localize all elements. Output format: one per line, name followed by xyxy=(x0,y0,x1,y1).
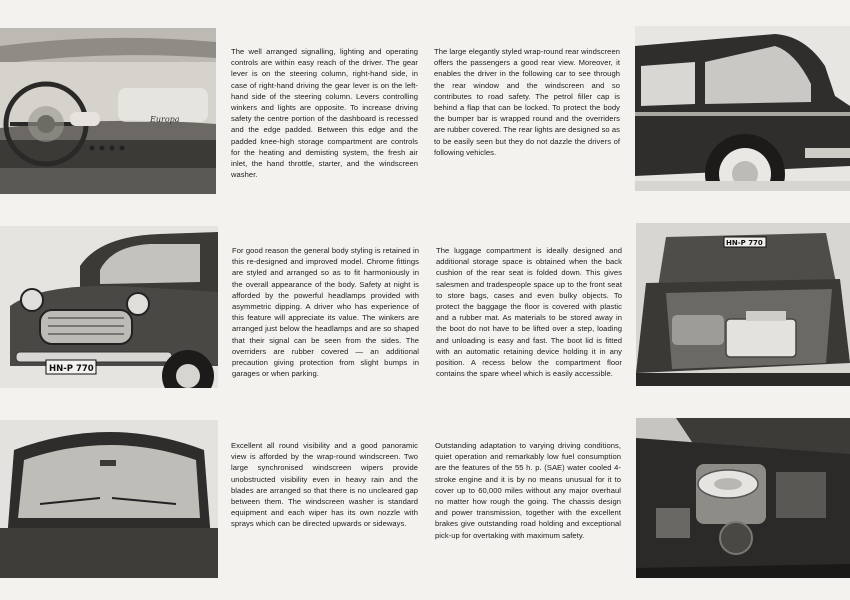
visibility-paragraph: Excellent all round visibility and a good panoramic view is afforded by the wrap-round windscreen. Two large synchronised windscreen wipers provide unobstructed visibility even in heavy rain and the blades are arranged so that there is no uncleared gap between them. The windscreen washer is standard equipment and each wiper has its own nozzle with sprays which can be directed upwards or sideways. xyxy=(231,441,418,529)
trunk-license-plate: HN-P 770 xyxy=(726,239,763,247)
rear-view-photo xyxy=(0,420,218,578)
dashboard-photo xyxy=(0,28,216,194)
styling-paragraph: For good reason the general body styling is retained in this re-designed and improved model. Chrome fittings are styled and arranged so as to fit harmoniously in the overall appearance of the body. Safety at night is afforded by the powerful headlamps provided with asymmetric dipping. A driver who has experience of this feature will appreciate its value. The winkers are arranged just below the headlamps and are so shaped that their signal can be seen from the sides. The overriders are rubber covered — an additional precaution giving protection from slight bumps in garages or when parking. xyxy=(232,246,419,379)
luggage-compartment-photo xyxy=(636,223,850,386)
engine-paragraph: Outstanding adaptation to varying driving conditions, quiet operation and remarkably low fuel consumption are the features of the 55 h. p. (SAE) water cooled 4-stroke engine and it is by no means unusual for it to cover up to 60,000 miles without any major overhaul no matter how rough the going. The chassis design and power transmission, together with the excellent brakes give outstanding road holding and exceptional pick-up for overtaking with maximum safety. xyxy=(435,441,621,540)
rear-window-paragraph: The large elegantly styled wrap-round rear windscreen offers the passengers a good rear view. Moreover, it enables the driver in the following car to see through the rear window and the windscreen and so contributes to road safety. The petrol filler cap is behind a flap that can be locked. To protect the body the bumper bar is wrapped round and the overriders are rubber covered. The rear lights are designed so as to be easily seen but they do not dazzle the drivers of following vehicles. xyxy=(434,47,620,157)
engine-bay-photo xyxy=(636,418,850,578)
front-license-plate: HN-P 770 xyxy=(49,364,94,374)
front-three-quarter-photo xyxy=(0,226,218,388)
luggage-paragraph: The luggage compartment is ideally designed and additional storage space is obtained when the back cushion of the rear seat is folded down. This gives salesmen and tradespeople space up to the front seat to store bags, cases and even bulky objects. To protect the baggage the floor is covered with plastic and a rubber mat. As materials to be stored away in the boot do not have to be lifted over a step, loading and unloading is easy and fast. The boot lid is fitted with an automatic retaining device holding it in any position. A recess below the compartment floor contains the spare wheel which is easily accessible. xyxy=(436,246,622,379)
controls-paragraph: The well arranged signalling, lighting and operating controls are within easy reach of the driver. The gear lever is on the steering column, right-hand side, in case of right-hand driving the gear lever is on the left-hand side of the steering column. Levers controlling winkers and lights are opposite. To increase driving safety the centre portion of the dashboard is recessed and the edge padded. Between this edge and the padded knee-high storage compartment are controls for the heating and demisting system, the fresh air inlet, the hand throttle, starter, and the windscreen washer. xyxy=(231,47,418,180)
rear-side-photo xyxy=(635,26,850,191)
dashboard-badge: Europa xyxy=(150,115,180,124)
